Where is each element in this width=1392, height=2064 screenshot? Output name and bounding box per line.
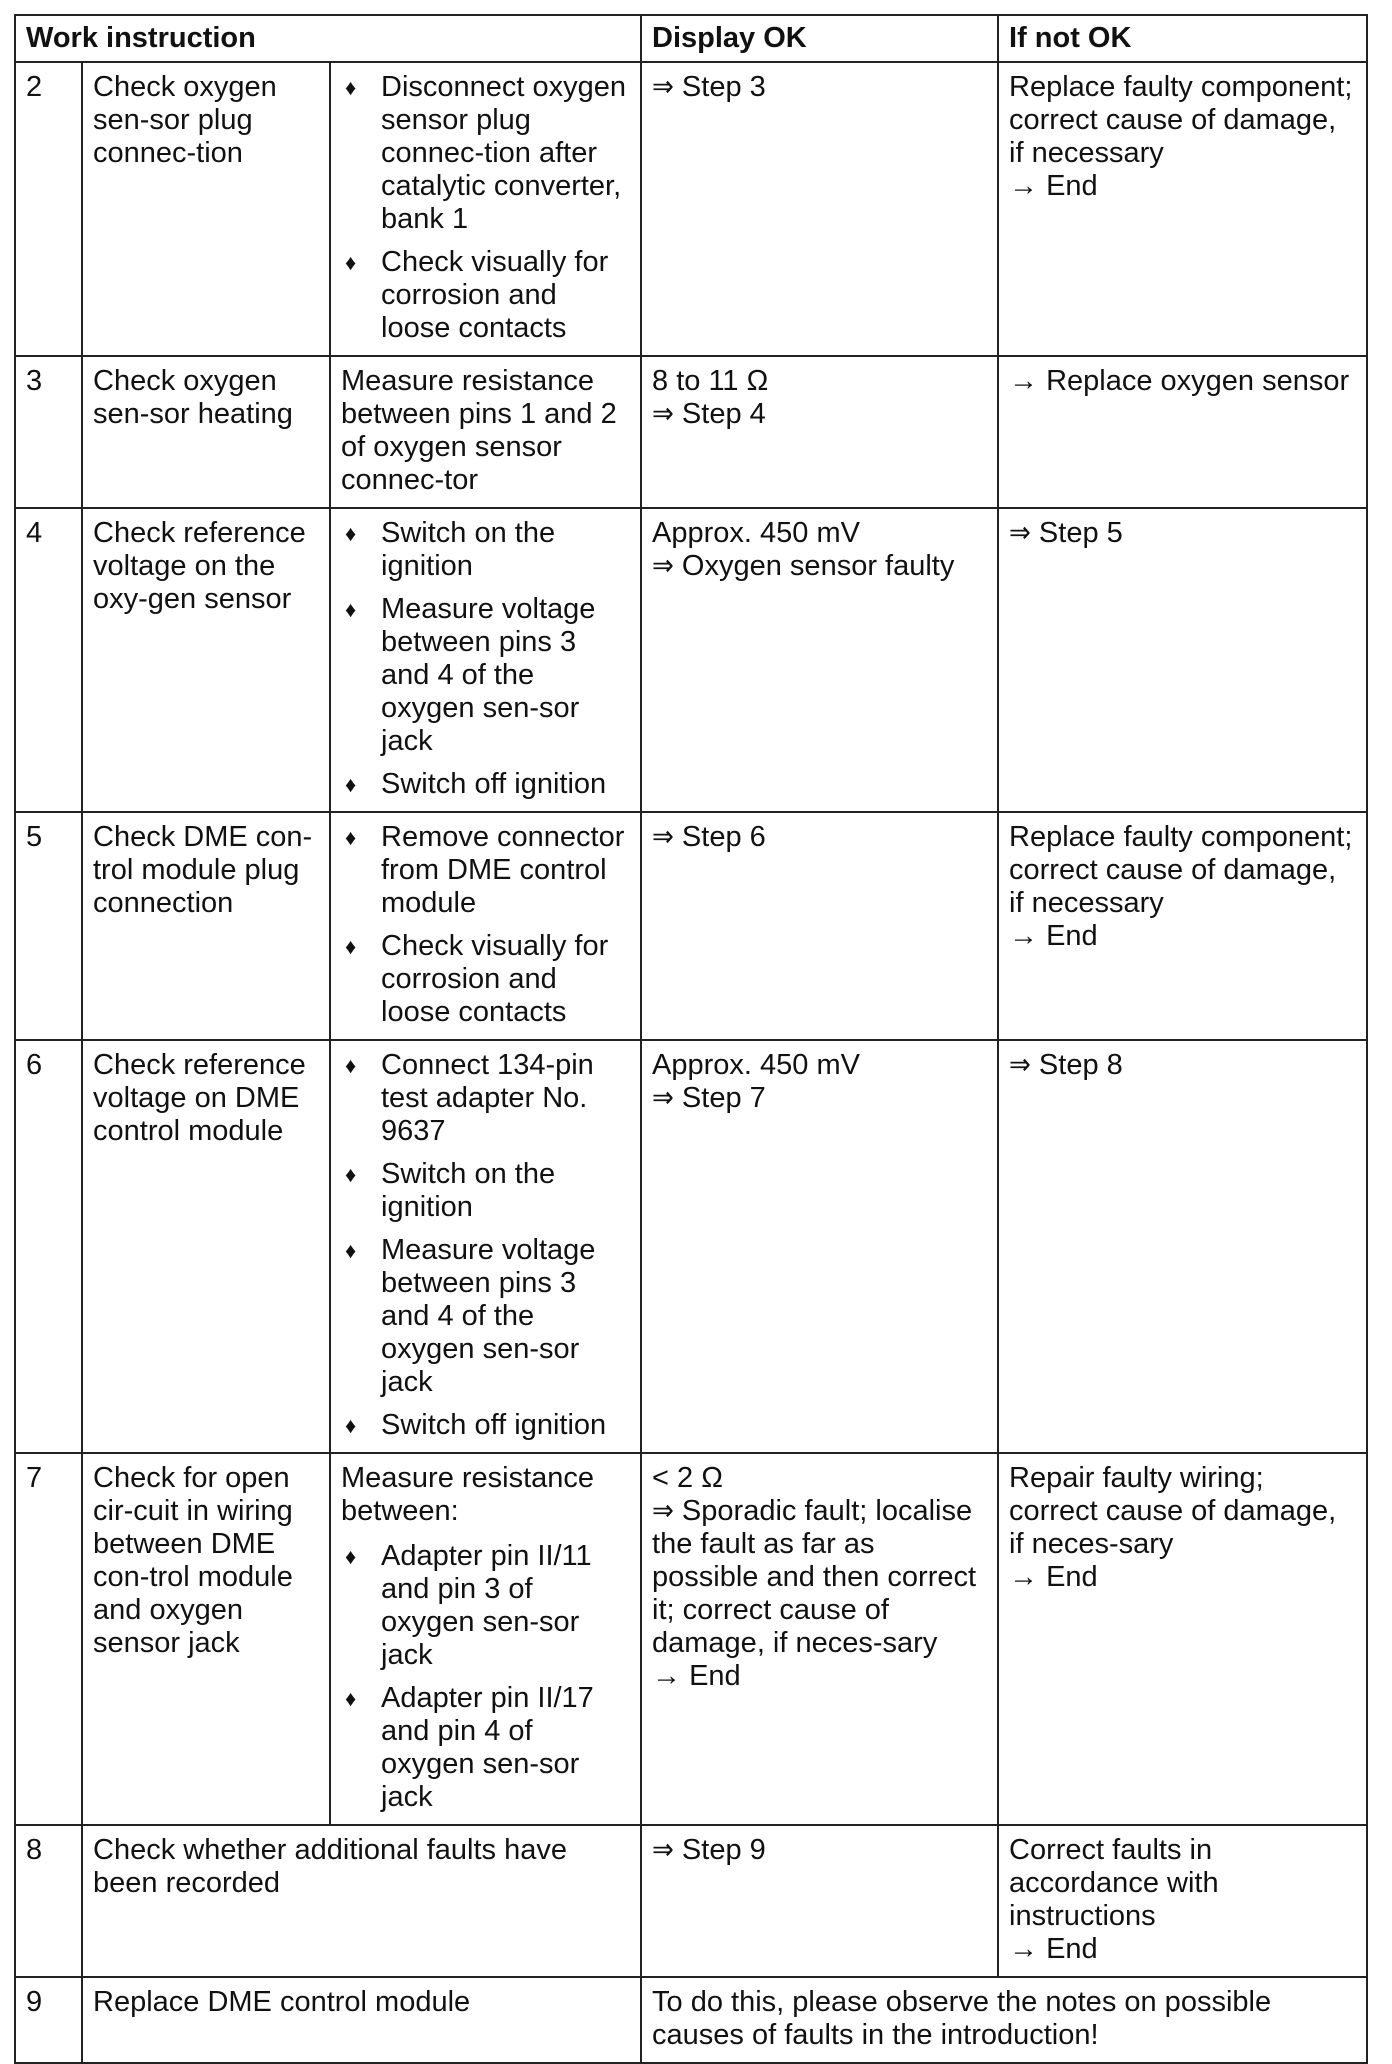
step-number: 3 xyxy=(15,356,82,508)
not-ok-cell xyxy=(998,1453,1367,1825)
header-display-ok: Display OK xyxy=(641,15,998,62)
table-row xyxy=(15,356,1367,508)
display-ok-line: ⇒ Step 9 xyxy=(652,1834,766,1866)
display-ok-cell xyxy=(641,62,998,356)
display-ok-line: 8 to 11 Ω xyxy=(652,365,769,397)
display-ok-line: ⇒ Oxygen sensor faulty xyxy=(652,550,955,582)
action-cell xyxy=(330,508,641,812)
step-number: 5 xyxy=(15,812,82,1040)
check-description: Check oxygen sen-sor plug connec-tion xyxy=(82,62,330,356)
display-ok-cell xyxy=(641,356,998,508)
table-row xyxy=(15,62,1367,356)
action-cell xyxy=(330,62,641,356)
step-number: 2 xyxy=(15,62,82,356)
not-ok-cell xyxy=(998,62,1367,356)
bullet-text: Switch off ignition xyxy=(381,768,607,800)
action-cell xyxy=(330,1453,641,1825)
diamond-bullet-icon: ♦ xyxy=(345,1162,357,1187)
diamond-bullet-icon: ♦ xyxy=(345,597,357,622)
not-ok-cell xyxy=(998,356,1367,508)
action-cell xyxy=(330,812,641,1040)
table-row xyxy=(15,508,1367,812)
diamond-bullet-icon: ♦ xyxy=(345,825,357,850)
display-ok-line: Approx. 450 mV xyxy=(652,1049,860,1081)
bullet-text: Switch off ignition xyxy=(381,1409,607,1441)
diamond-bullet-icon: ♦ xyxy=(345,1544,357,1569)
bullet-item xyxy=(341,517,630,583)
check-description: Check oxygen sen-sor heating xyxy=(82,356,330,508)
step-number: 7 xyxy=(15,1453,82,1825)
bullet-item xyxy=(341,593,630,758)
not-ok-cell xyxy=(998,1040,1367,1453)
measure-text: Measure resistance between: xyxy=(341,1462,595,1527)
check-description: Replace DME control module xyxy=(82,1977,641,2063)
diamond-bullet-icon: ♦ xyxy=(345,1686,357,1711)
bullet-item xyxy=(341,71,630,236)
not-ok-line: → End xyxy=(1009,920,1098,952)
bullet-text: Switch on the ignition xyxy=(381,517,556,582)
diamond-bullet-icon: ♦ xyxy=(345,1053,357,1078)
not-ok-line: → End xyxy=(1009,170,1098,202)
display-ok-line: < 2 Ω xyxy=(652,1462,723,1494)
bullet-item xyxy=(341,1234,630,1399)
not-ok-line: Correct faults in accordance with instructions xyxy=(1009,1834,1219,1932)
display-ok-line: ⇒ Sporadic fault; localise the fault as far as possible and then correct it; correct cause of damage, if neces-sary xyxy=(652,1495,977,1659)
action-cell xyxy=(330,356,641,508)
bullet-item xyxy=(341,930,630,1029)
diamond-bullet-icon: ♦ xyxy=(345,250,357,275)
bullet-text: Measure voltage between pins 3 and 4 of the oxygen sen-sor jack xyxy=(381,1234,596,1398)
check-description: Check for open cir-cuit in wiring between DME con-trol module and oxygen sensor jack xyxy=(82,1453,330,1825)
diamond-bullet-icon: ♦ xyxy=(345,521,357,546)
table-body xyxy=(15,62,1367,2063)
table-row xyxy=(15,812,1367,1040)
check-description: Check reference voltage on DME control module xyxy=(82,1040,330,1453)
not-ok-line: → Replace oxygen sensor xyxy=(1009,365,1350,397)
bullet-item xyxy=(341,1540,630,1672)
display-ok-line: Approx. 450 mV xyxy=(652,517,860,549)
header-work-instruction: Work instruction xyxy=(15,15,641,62)
display-ok-line: ⇒ Step 4 xyxy=(652,398,766,430)
bullet-list xyxy=(341,1049,630,1442)
display-ok-line: ⇒ Step 7 xyxy=(652,1082,766,1114)
not-ok-cell xyxy=(998,1825,1367,1977)
not-ok-line: → End xyxy=(1009,1561,1098,1593)
display-ok-line: ⇒ Step 3 xyxy=(652,71,766,103)
not-ok-line: → End xyxy=(1009,1933,1098,1965)
table-row xyxy=(15,1040,1367,1453)
bullet-item xyxy=(341,246,630,345)
diamond-bullet-icon: ♦ xyxy=(345,934,357,959)
header-if-not-ok: If not OK xyxy=(998,15,1367,62)
not-ok-line: ⇒ Step 8 xyxy=(1009,1049,1123,1081)
bullet-list xyxy=(341,71,630,345)
not-ok-cell xyxy=(998,508,1367,812)
bullet-text: Disconnect oxygen sensor plug connec-tion after catalytic converter, bank 1 xyxy=(381,71,627,235)
bullet-text: Switch on the ignition xyxy=(381,1158,556,1223)
bullet-text: Adapter pin II/11 and pin 3 of oxygen sen-sor jack xyxy=(381,1540,592,1671)
work-instruction-table xyxy=(14,14,1368,2064)
table-row xyxy=(15,1825,1367,1977)
action-cell xyxy=(330,1040,641,1453)
not-ok-line: Replace faulty component; correct cause of damage, if necessary xyxy=(1009,71,1353,169)
header-row xyxy=(15,15,1367,62)
bullet-text: Measure voltage between pins 3 and 4 of the oxygen sen-sor jack xyxy=(381,593,596,757)
display-ok-line: ⇒ Step 6 xyxy=(652,821,766,853)
bullet-item xyxy=(341,1049,630,1148)
step-number: 6 xyxy=(15,1040,82,1453)
display-ok-cell xyxy=(641,508,998,812)
display-ok-cell xyxy=(641,1040,998,1453)
step-number: 4 xyxy=(15,508,82,812)
table-row xyxy=(15,1453,1367,1825)
not-ok-line: ⇒ Step 5 xyxy=(1009,517,1123,549)
diamond-bullet-icon: ♦ xyxy=(345,1238,357,1263)
display-ok-cell xyxy=(641,812,998,1040)
bullet-list xyxy=(341,1540,630,1814)
note-cell: To do this, please observe the notes on possible causes of faults in the introduction! xyxy=(641,1977,1367,2063)
step-number: 8 xyxy=(15,1825,82,1977)
check-description: Check reference voltage on the oxy-gen sensor xyxy=(82,508,330,812)
diamond-bullet-icon: ♦ xyxy=(345,772,357,797)
bullet-item xyxy=(341,821,630,920)
bullet-text: Connect 134-pin test adapter No. 9637 xyxy=(381,1049,594,1147)
not-ok-line: Repair faulty wiring; correct cause of damage, if neces-sary xyxy=(1009,1462,1337,1560)
not-ok-line: Replace faulty component; correct cause of damage, if necessary xyxy=(1009,821,1353,919)
diamond-bullet-icon: ♦ xyxy=(345,1413,357,1438)
bullet-text: Remove connector from DME control module xyxy=(381,821,625,919)
measure-text: Measure resistance between pins 1 and 2 of oxygen sensor connec-tor xyxy=(341,365,617,496)
check-description: Check DME con-trol module plug connection xyxy=(82,812,330,1040)
not-ok-cell xyxy=(998,812,1367,1040)
table-row xyxy=(15,1977,1367,2063)
bullet-text: Adapter pin II/17 and pin 4 of oxygen sen-sor jack xyxy=(381,1682,594,1813)
diamond-bullet-icon: ♦ xyxy=(345,75,357,100)
display-ok-cell xyxy=(641,1453,998,1825)
bullet-item xyxy=(341,768,630,801)
bullet-text: Check visually for corrosion and loose contacts xyxy=(381,930,609,1028)
bullet-item xyxy=(341,1409,630,1442)
bullet-list xyxy=(341,821,630,1029)
bullet-item xyxy=(341,1158,630,1224)
bullet-text: Check visually for corrosion and loose contacts xyxy=(381,246,609,344)
check-description: Check whether additional faults have been recorded xyxy=(82,1825,641,1977)
bullet-list xyxy=(341,517,630,801)
step-number: 9 xyxy=(15,1977,82,2063)
display-ok-line: → End xyxy=(652,1660,741,1692)
bullet-item xyxy=(341,1682,630,1814)
display-ok-cell xyxy=(641,1825,998,1977)
